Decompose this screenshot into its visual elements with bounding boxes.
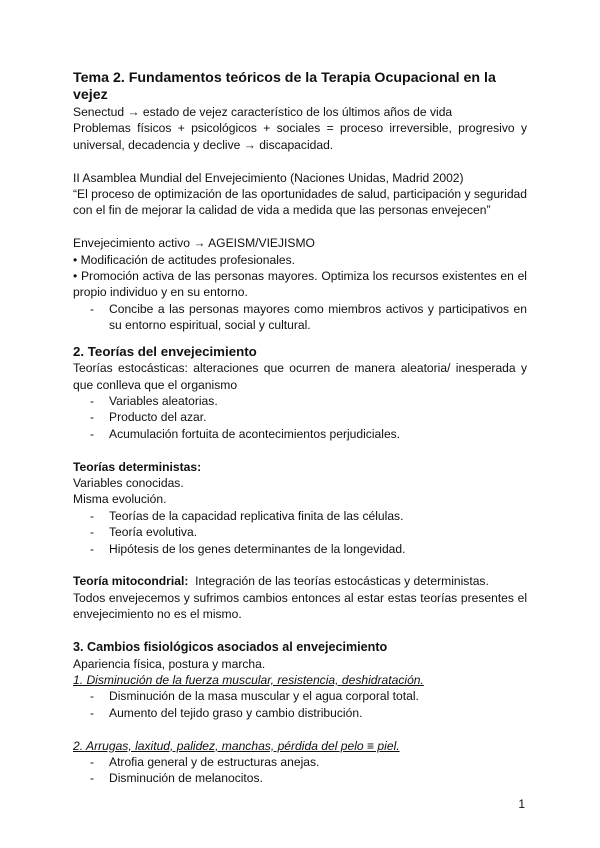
estocasticas-list — [73, 393, 527, 442]
list-item: - Aumento del tejido graso y cambio distribución. — [73, 705, 527, 721]
list-item: - Concibe a las personas mayores como miembros activos y participativos en su entorno espiritual, social y cultural. — [73, 301, 527, 334]
list-item: - Acumulación fortuita de acontecimientos perjudiciales. — [73, 426, 527, 442]
mitocondrial-paragraph: Todos envejecemos y sufrimos cambios entonces al estar estas teorías presentes el envejecimiento no es el mismo. — [73, 590, 527, 622]
section-3-heading: 3. Cambios fisiológicos asociados al envejecimiento — [73, 640, 388, 655]
list-item: - Teorías de la capacidad replicativa finita de las células. — [73, 508, 527, 524]
asamblea-line: II Asamblea Mundial del Envejecimiento (Naciones Unidas, Madrid 2002) — [73, 170, 464, 185]
section-3-line-1: Apariencia física, postura y marcha. — [73, 656, 266, 671]
asamblea-quote: “El proceso de optimización de las oportunidades de salud, participación y seguridad con el fin de mejorar la calidad de vida a medida que las personas envejecen” — [73, 187, 527, 218]
sub1-list — [73, 688, 527, 721]
intro-line-1: Senectud → estado de vejez característico de los últimos años de vida — [73, 105, 453, 119]
activo-bullet-1: • Modificación de actitudes profesionales. — [73, 252, 296, 267]
subheading-2: 2. Arrugas, laxitud, palidez, manchas, pérdida del pelo ≡ piel. — [73, 738, 400, 753]
section-2-heading: 2. Teorías del envejecimiento — [73, 343, 257, 359]
subheading-1: 1. Disminución de la fuerza muscular, resistencia, deshidratación. — [73, 672, 424, 687]
estocasticas-text: Teorías estocásticas: alteraciones que ocurren de manera aleatoria/ inesperada y que conlleva que el organismo — [73, 361, 527, 392]
sub2-list — [73, 754, 527, 787]
deterministas-list — [73, 508, 527, 557]
list-item: - Disminución de melanocitos. — [73, 770, 527, 786]
list-item: - Teoría evolutiva. — [73, 524, 527, 540]
deterministas-line-1: Variables conocidas. — [73, 475, 184, 490]
deterministas-line-2: Misma evolución. — [73, 492, 167, 507]
activo-dash-list — [73, 301, 527, 334]
list-item: - Disminución de la masa muscular y el agua corporal total. — [73, 688, 527, 704]
page-number: 1 — [518, 797, 525, 811]
document-title: Tema 2. Fundamentos teóricos de la Terapia Ocupacional en la vejez — [73, 70, 496, 103]
list-item: - Producto del azar. — [73, 409, 527, 425]
list-item: - Variables aleatorias. — [73, 393, 527, 409]
activo-bullet-2: • Promoción activa de las personas mayores. Optimiza los recursos existentes en el propio individuo y en su entorno. — [73, 269, 527, 300]
mitocondrial-line — [73, 573, 527, 589]
activo-line: Envejecimiento activo → AGEISM/VIEJISMO — [73, 236, 315, 251]
document-page — [73, 70, 527, 787]
list-item: - Hipótesis de los genes determinantes de la longevidad. — [73, 541, 527, 557]
list-item: - Atrofia general y de estructuras anejas. — [73, 754, 527, 770]
deterministas-heading: Teorías deterministas: — [73, 459, 202, 474]
mitocondrial-label: Teoría mitocondrial: — [73, 574, 189, 589]
mitocondrial-text: Integración de las teorías estocásticas y deterministas. — [188, 574, 489, 589]
intro-line-2: Problemas físicos + psicológicos + sociales = proceso irreversible, progresivo y universal, decadencia y declive → discapacidad. — [73, 121, 527, 152]
